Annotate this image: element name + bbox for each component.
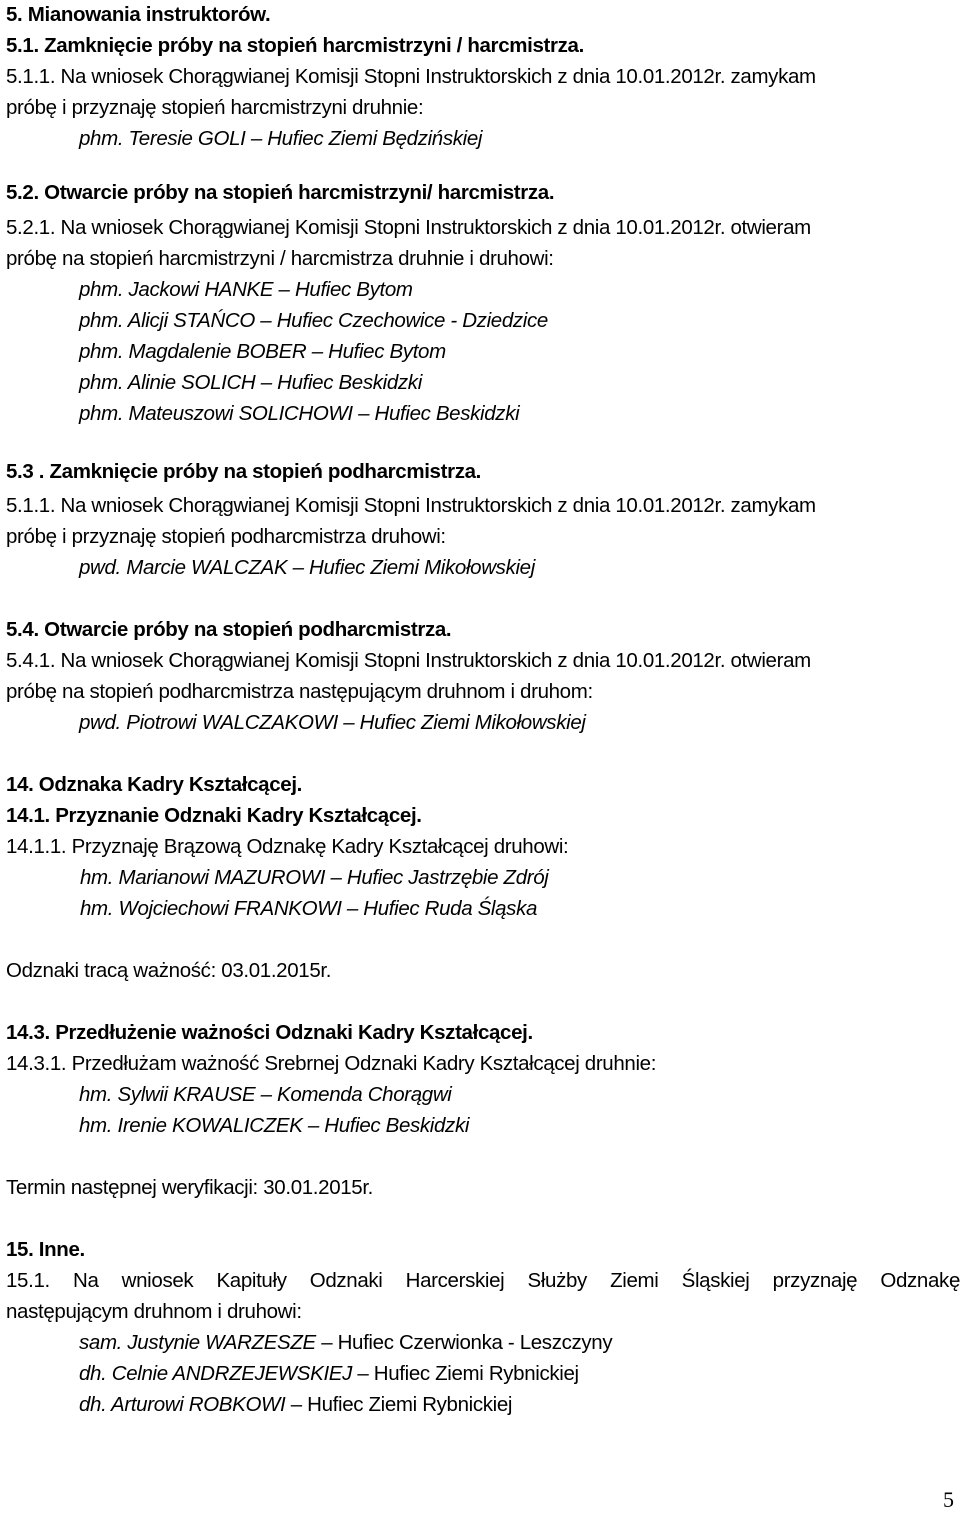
- heading-14-3: 14.3. Przedłużenie ważności Odznaki Kadry Kształcącej.: [6, 1021, 533, 1044]
- person-entry: [79, 1359, 579, 1389]
- page-number: 5: [943, 1487, 954, 1512]
- person-entry: phm. Alinie SOLICH – Hufiec Beskidzki: [79, 371, 422, 394]
- person-entry: [79, 1390, 512, 1420]
- paragraph-5-2-1-line-1: 5.2.1. Na wniosek Chorągwianej Komisji Stopni Instruktorskich z dnia 10.01.2012r. otwieram: [6, 216, 811, 239]
- heading-5-2: 5.2. Otwarcie próby na stopień harcmistrzyni/ harcmistrza.: [6, 181, 555, 204]
- heading-5-1: 5.1. Zamknięcie próby na stopień harcmistrzyni / harcmistrza.: [6, 34, 584, 57]
- paragraph-15-1-line-1: 15.1. Na wniosek Kapituły Odznaki Harcerskiej Służby Ziemi Śląskiej przyznaję Odznakę: [6, 1269, 960, 1292]
- paragraph-5-2-1-line-2: próbę na stopień harcmistrzyni / harcmistrza druhnie i druhowi:: [6, 247, 554, 270]
- person-entry: pwd. Piotrowi WALCZAKOWI – Hufiec Ziemi Mikołowskiej: [79, 711, 586, 734]
- person-entry: hm. Irenie KOWALICZEK – Hufiec Beskidzki: [79, 1114, 470, 1137]
- person-unit: – Hufiec Ziemi Rybnickiej: [352, 1362, 579, 1385]
- person-entry: phm. Teresie GOLI – Hufiec Ziemi Będzińskiej: [79, 127, 483, 150]
- heading-15: 15. Inne.: [6, 1238, 85, 1261]
- heading-14: 14. Odznaka Kadry Kształcącej.: [6, 773, 303, 796]
- verification-note: Termin następnej weryfikacji: 30.01.2015r.: [6, 1176, 374, 1199]
- person-entry: hm. Sylwii KRAUSE – Komenda Chorągwi: [79, 1083, 452, 1106]
- paragraph-5-1-1-line-2: próbę i przyznaję stopień harcmistrzyni druhnie:: [6, 96, 424, 119]
- paragraph-5-4-1-line-2: próbę na stopień podharcmistrza następującym druhnom i druhom:: [6, 680, 593, 703]
- paragraph-5-1-1-line-1: 5.1.1. Na wniosek Chorągwianej Komisji Stopni Instruktorskich z dnia 10.01.2012r. zamykam: [6, 65, 816, 88]
- person-entry: phm. Jackowi HANKE – Hufiec Bytom: [79, 278, 413, 301]
- paragraph-14-1-1: 14.1.1. Przyznaję Brązową Odznakę Kadry Kształcącej druhowi:: [6, 835, 569, 858]
- paragraph-15-1-line-2: następującym druhnom i druhowi:: [6, 1300, 302, 1323]
- person-entry: pwd. Marcie WALCZAK – Hufiec Ziemi Mikołowskiej: [79, 556, 535, 579]
- heading-5: 5. Mianowania instruktorów.: [6, 3, 271, 26]
- paragraph-14-3-1: 14.3.1. Przedłużam ważność Srebrnej Odznaki Kadry Kształcącej druhnie:: [6, 1052, 657, 1075]
- paragraph-5-4-1-line-1: 5.4.1. Na wniosek Chorągwianej Komisji Stopni Instruktorskich z dnia 10.01.2012r. otwieram: [6, 649, 811, 672]
- person-entry: phm. Mateuszowi SOLICHOWI – Hufiec Beskidzki: [79, 402, 520, 425]
- person-entry: hm. Wojciechowi FRANKOWI – Hufiec Ruda Śląska: [80, 897, 538, 920]
- validity-note: Odznaki tracą ważność: 03.01.2015r.: [6, 959, 332, 982]
- person-entry: [79, 1328, 612, 1358]
- paragraph-5-3-1-line-2: próbę i przyznaję stopień podharcmistrza druhowi:: [6, 525, 446, 548]
- person-name: sam. Justynie WARZESZE: [79, 1331, 316, 1354]
- person-entry: phm. Alicji STAŃCO – Hufiec Czechowice - Dziedzice: [79, 309, 548, 332]
- person-entry: hm. Marianowi MAZUROWI – Hufiec Jastrzębie Zdrój: [80, 866, 549, 889]
- paragraph-5-3-1-line-1: 5.1.1. Na wniosek Chorągwianej Komisji Stopni Instruktorskich z dnia 10.01.2012r. zamykam: [6, 494, 816, 517]
- heading-5-4: 5.4. Otwarcie próby na stopień podharcmistrza.: [6, 618, 452, 641]
- person-unit: – Hufiec Ziemi Rybnickiej: [285, 1393, 513, 1416]
- heading-5-3: 5.3 . Zamknięcie próby na stopień podharcmistrza.: [6, 460, 481, 483]
- person-name: dh. Celnie ANDRZEJEWSKIEJ: [79, 1362, 353, 1385]
- person-entry: phm. Magdalenie BOBER – Hufiec Bytom: [79, 340, 446, 363]
- heading-14-1: 14.1. Przyznanie Odznaki Kadry Kształcącej.: [6, 804, 422, 827]
- person-unit: – Hufiec Czerwionka - Leszczyny: [315, 1331, 613, 1354]
- person-name: dh. Arturowi ROBKOWI: [79, 1393, 286, 1416]
